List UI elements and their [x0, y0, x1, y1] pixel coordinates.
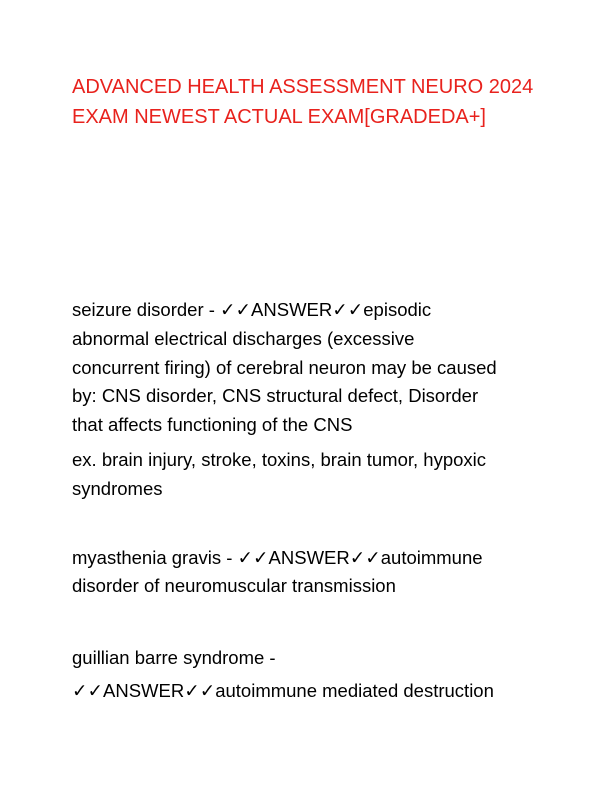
entry-line: seizure disorder - ✓✓ANSWER✓✓episodic — [72, 299, 432, 320]
title-line-1: ADVANCED HEALTH ASSESSMENT NEURO 2024 — [72, 76, 534, 98]
title-line-2: EXAM NEWEST ACTUAL EXAM[GRADEDA+] — [72, 106, 486, 128]
entry-seizure-examples — [72, 446, 542, 504]
entry-guillian-barre-syndrome — [72, 644, 542, 706]
flashcard-entries — [72, 296, 542, 706]
entry-line: ✓✓ANSWER✓✓autoimmune mediated destruction — [72, 679, 494, 701]
entry-line: that affects functioning of the CNS — [72, 414, 353, 436]
entry-line: syndromes — [72, 477, 163, 499]
entry-line: abnormal electrical discharges (excessive — [72, 327, 415, 349]
entry-line: concurrent firing) of cerebral neuron may be caused — [72, 356, 497, 378]
entry-line: myasthenia gravis - ✓✓ANSWER✓✓autoimmune — [72, 546, 483, 568]
entry-line: guillian barre syndrome - — [72, 647, 276, 669]
entry-line: ex. brain injury, stroke, toxins, brain tumor, hypoxic — [72, 448, 487, 470]
document-title — [72, 72, 542, 132]
entry-line: disorder of neuromuscular transmission — [72, 575, 396, 597]
entry-myasthenia-gravis — [72, 544, 542, 602]
entry-seizure-disorder — [72, 296, 542, 440]
entry-line: by: CNS disorder, CNS structural defect, Disorder — [72, 385, 479, 407]
